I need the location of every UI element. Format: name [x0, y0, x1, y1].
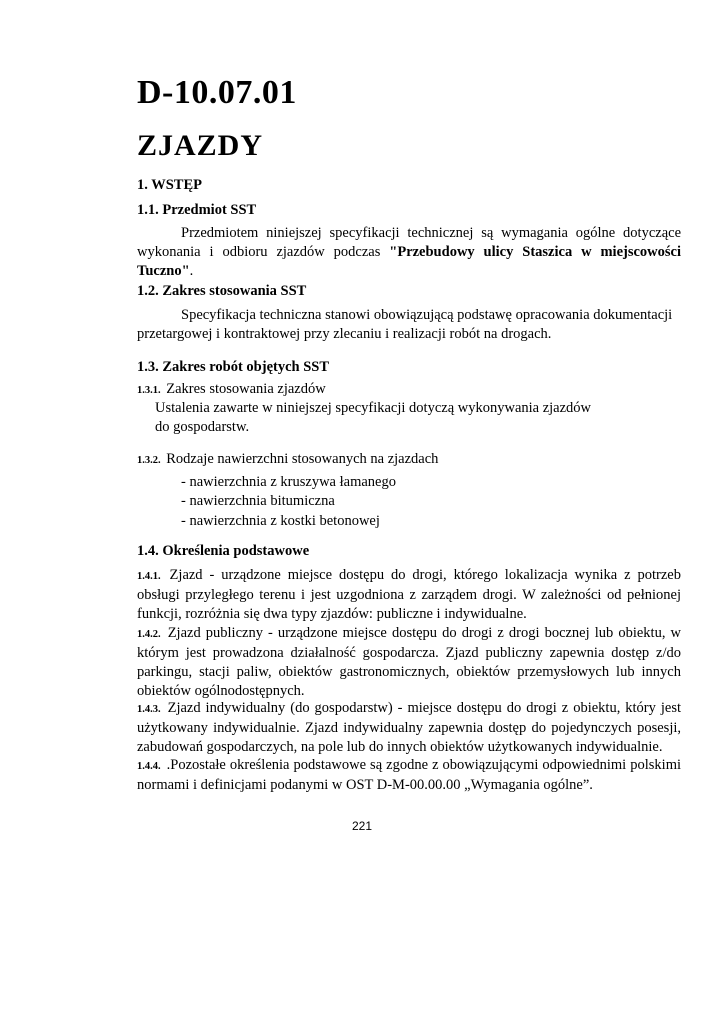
definition-text: Zjazd - urządzone miejsce dostępu do drogi, którego lokalizacja wynika z potrzeb obsługi przyległego terenu i jest uzgodniona z zarządem drogi. W zależności od pełnionej funkcji, rozróżnia się dwa typy zjazdów: publiczne i indywidualne. [137, 567, 681, 622]
list-item: - nawierzchnia z kruszywa łamanego [181, 474, 396, 490]
definition-1-4-3 [137, 699, 681, 757]
section-1-3-1-number: 1.3.1. [137, 385, 161, 396]
section-1-1-text: Przedmiotem niniejszej specyfikacji technicznej są wymagania ogólne dotyczące wykonania i odbioru zjazdów podczas [137, 225, 681, 260]
definition-number: 1.4.2. [137, 629, 161, 640]
list-item: - nawierzchnia z kostki betonowej [181, 513, 380, 529]
definition-number: 1.4.3. [137, 704, 161, 715]
definition-text: Zjazd indywidualny (do gospodarstw) - miejsce dostępu do drogi z obiektu, który jest użytkowany indywidualnie. Zjazd indywidualny zapewnia dostęp do pojedynczych posesji, zabudowań gospodarczych, na pole lub do innych obiektów użytkowanych indywidualnie. [137, 700, 681, 755]
definition-text: Zjazd publiczny - urządzone miejsce dostępu do drogi z drogi bocznej lub obiektu, w którym jest prowadzona działalność gospodarcza. Zjazd publiczny zapewnia dostęp z/do parkingu, stacji paliw, obiektów gastronomicznych, obiektów przemysłowych lub innych obiektów ogólnodostępnych. [137, 625, 681, 699]
section-1-1-end: . [189, 263, 194, 279]
definition-1-4-1 [137, 566, 681, 624]
section-1-3-2-title: Rodzaje nawierzchni stosowanych na zjazdach [162, 451, 439, 467]
section-1-2-heading: 1.2. Zakres stosowania SST [137, 283, 307, 299]
section-1-3-heading: 1.3. Zakres robót objętych SST [137, 359, 330, 375]
section-1-3-1-heading [137, 380, 326, 400]
section-1-3-2-number: 1.3.2. [137, 455, 161, 466]
spec-title: ZJAZDY [137, 129, 264, 162]
definition-number: 1.4.4. [137, 761, 161, 772]
list-item: - nawierzchnia bitumiczna [181, 493, 335, 509]
definition-number: 1.4.1. [137, 571, 161, 582]
section-1-1-heading: 1.1. Przedmiot SST [137, 202, 257, 218]
section-1-2-line-1: Specyfikacja techniczna stanowi obowiązującą podstawę opracowania dokumentacji [181, 307, 673, 323]
section-1-1-paragraph [137, 224, 681, 281]
section-1-4-heading: 1.4. Określenia podstawowe [137, 543, 310, 559]
definition-1-4-4 [137, 756, 681, 795]
section-1-3-1-line-2: do gospodarstw. [155, 419, 250, 435]
page-number: 221 [351, 819, 373, 833]
definition-1-4-2 [137, 624, 681, 701]
section-1-3-2-heading [137, 450, 438, 470]
section-1-heading: 1. WSTĘP [137, 177, 203, 193]
spec-code: D-10.07.01 [137, 74, 297, 111]
section-1-3-1-line-1: Ustalenia zawarte w niniejszej specyfikacji dotyczą wykonywania zjazdów [155, 400, 592, 416]
project-name: "Przebudowy ulicy Staszica w miejscowości Tuczno" [137, 244, 682, 279]
definition-text: .Pozostałe określenia podstawowe są zgodne z obowiązującymi odpowiednimi polskimi normami i definicjami podanymi w OST D-M-00.00.00 „Wymagania ogólne”. [137, 757, 681, 793]
section-1-2-line-2: przetargowej i kontraktowej przy zlecaniu i realizacji robót na drogach. [137, 326, 552, 342]
section-1-3-1-title: Zakres stosowania zjazdów [162, 381, 326, 397]
